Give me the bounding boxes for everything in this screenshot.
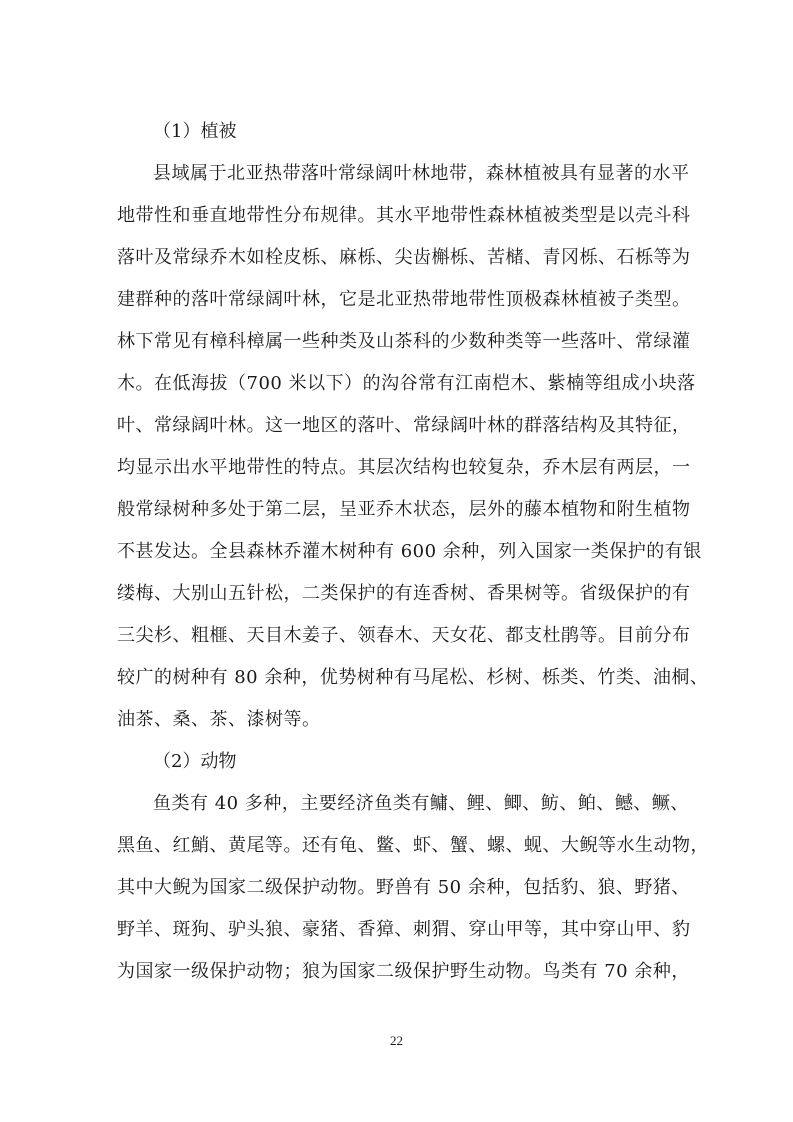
paragraph-line: 三尖杉、粗榧、天目木姜子、领春木、天女花、都支杜鹃等。目前分布 <box>117 625 691 646</box>
paragraph-line: 缕梅、大别山五针松，二类保护的有连香树、香果树等。省级保护的有 <box>117 583 691 604</box>
paragraph-line: 油茶、桑、茶、漆树等。 <box>117 709 321 730</box>
paragraph-line: 均显示出水平地带性的特点。其层次结构也较复杂，乔木层有两层，一 <box>117 457 691 478</box>
paragraph-line: 建群种的落叶常绿阔叶林，它是北亚热带地带性顶极森林植被子类型。 <box>117 289 691 310</box>
section-heading-vegetation: （1）植被 <box>153 121 237 142</box>
paragraph-line: 黑鱼、红鮹、黄尾等。还有龟、鳖、虾、蟹、螺、蚬、大鲵等水生动物， <box>117 835 709 856</box>
paragraph-line: 般常绿树种多处于第二层，呈亚乔木状态，层外的藤本植物和附生植物 <box>117 499 691 520</box>
paragraph-line: 叶、常绿阔叶林。这一地区的落叶、常绿阔叶林的群落结构及其特征， <box>117 415 691 436</box>
paragraph-line: 不甚发达。全县森林乔灌木树种有 600 余种，列入国家一类保护的有银 <box>117 541 702 562</box>
paragraph-line: 落叶及常绿乔木如栓皮栎、麻栎、尖齿槲栎、苦槠、青冈栎、石栎等为 <box>117 247 691 268</box>
paragraph-line: 林下常见有樟科樟属一些种类及山茶科的少数种类等一些落叶、常绿灌 <box>117 331 691 352</box>
paragraph-line: 较广的树种有 80 余种，优势树种有马尾松、杉树、栎类、竹类、油桐、 <box>117 667 709 688</box>
paragraph-line: 其中大鲵为国家二级保护动物。野兽有 50 余种，包括豹、狼、野猪、 <box>117 877 690 898</box>
page-number: 22 <box>390 1033 403 1048</box>
paragraph-line: 县域属于北亚热带落叶常绿阔叶林地带，森林植被具有显著的水平 <box>153 163 690 184</box>
paragraph-line: 鱼类有 40 多种，主要经济鱼类有鳙、鲤、鲫、鲂、鲌、鳡、鳜、 <box>153 793 689 814</box>
paragraph-line: 野羊、斑狗、驴头狼、豪猪、香獐、刺猬、穿山甲等，其中穿山甲、豹 <box>117 919 691 940</box>
paragraph-line: 为国家一级保护动物；狼为国家二级保护野生动物。鸟类有 70 余种， <box>117 961 690 982</box>
paragraph-line: 木。在低海拔（700 米以下）的沟谷常有江南桤木、紫楠等组成小块落 <box>117 373 696 394</box>
section-heading-animals: （2）动物 <box>153 751 237 772</box>
paragraph-line: 地带性和垂直地带性分布规律。其水平地带性森林植被类型是以壳斗科 <box>117 205 691 226</box>
